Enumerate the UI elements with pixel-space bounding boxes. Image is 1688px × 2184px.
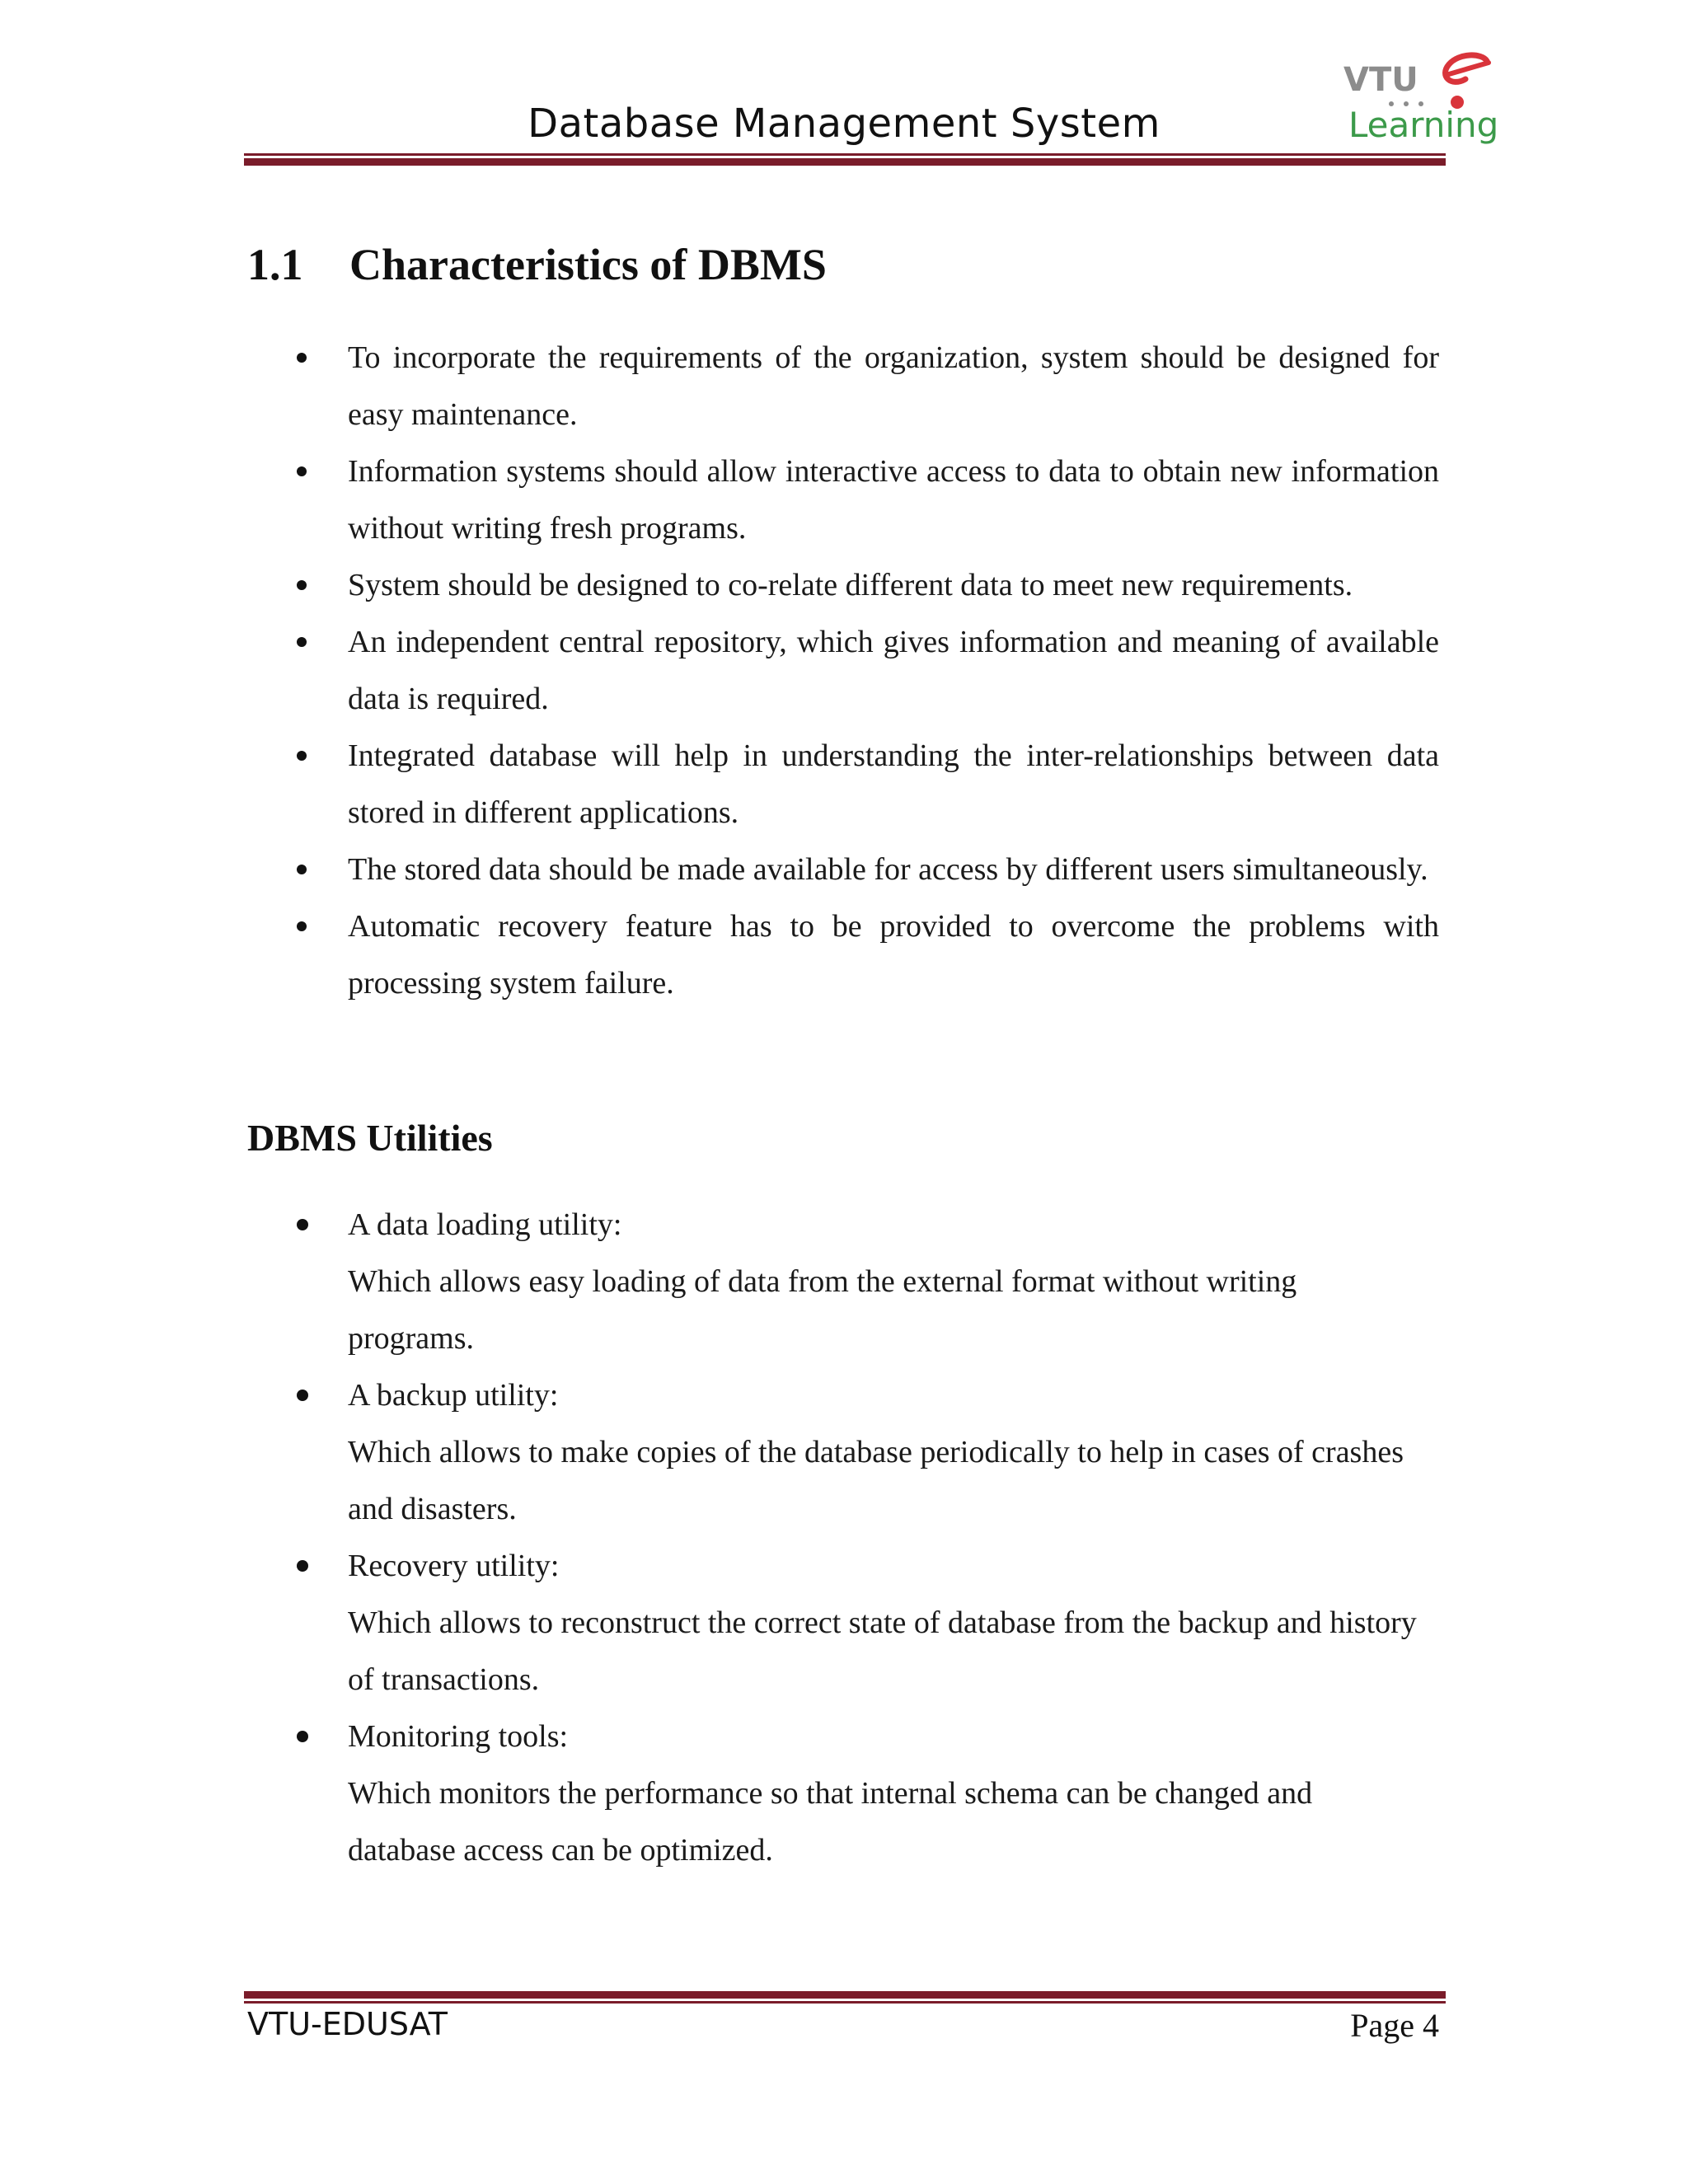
bullet-icon bbox=[297, 1390, 308, 1401]
utilities-heading: DBMS Utilities bbox=[247, 1117, 493, 1159]
list-item bbox=[247, 1367, 1418, 1538]
list-item: An independent central repository, which gives information and meaning of available data is required. bbox=[247, 614, 1439, 728]
page-header-title: Database Management System bbox=[528, 101, 1160, 147]
svg-text:Learning: Learning bbox=[1348, 105, 1499, 145]
utility-description: Which allows to reconstruct the correct state of database from the backup and history of transactions. bbox=[348, 1605, 1417, 1697]
bullet-icon bbox=[297, 865, 307, 874]
utilities-list bbox=[247, 1197, 1418, 1879]
section-number: 1.1 bbox=[247, 240, 303, 289]
list-item: Integrated database will help in understanding the inter-relationships between data stored in different applications. bbox=[247, 728, 1439, 841]
section-title: Characteristics of DBMS bbox=[349, 240, 827, 289]
bullet-icon bbox=[297, 580, 307, 590]
section-heading bbox=[247, 239, 827, 290]
list-item: The stored data should be made available for access by different users simultaneously. bbox=[247, 841, 1439, 898]
utility-name: A backup utility: bbox=[348, 1378, 559, 1413]
list-item bbox=[247, 1197, 1418, 1367]
bullet-icon bbox=[297, 637, 307, 647]
footer-rule bbox=[244, 1991, 1446, 2004]
list-item: Automatic recovery feature has to be provided to overcome the problems with processing system failure. bbox=[247, 898, 1439, 1012]
page-number: Page 4 bbox=[1350, 2007, 1439, 2044]
characteristics-list bbox=[247, 330, 1439, 1012]
utility-name: Recovery utility: bbox=[348, 1549, 560, 1583]
bullet-icon bbox=[297, 751, 307, 761]
vtu-elearning-logo bbox=[1342, 43, 1507, 145]
bullet-icon bbox=[297, 1219, 308, 1230]
bullet-icon bbox=[297, 1560, 308, 1572]
bullet-icon bbox=[297, 353, 307, 363]
bullet-icon bbox=[297, 1731, 308, 1742]
list-item: System should be designed to co-relate different data to meet new requirements. bbox=[247, 557, 1439, 614]
svg-text:VTU: VTU bbox=[1343, 61, 1418, 99]
bullet-icon bbox=[297, 466, 307, 476]
utility-description: Which allows to make copies of the database periodically to help in cases of crashes and disasters. bbox=[348, 1435, 1404, 1526]
utility-name: A data loading utility: bbox=[348, 1207, 622, 1242]
utility-name: Monitoring tools: bbox=[348, 1719, 569, 1754]
list-item bbox=[247, 1708, 1418, 1879]
list-item bbox=[247, 1538, 1418, 1708]
header-rule bbox=[244, 153, 1446, 166]
bullet-icon bbox=[297, 921, 307, 931]
utility-description: Which monitors the performance so that internal schema can be changed and database access can be optimized. bbox=[348, 1776, 1313, 1868]
list-item: Information systems should allow interactive access to data to obtain new information without writing fresh programs. bbox=[247, 443, 1439, 557]
list-item: To incorporate the requirements of the organization, system should be designed for easy maintenance. bbox=[247, 330, 1439, 443]
footer-source: VTU-EDUSAT bbox=[247, 2006, 448, 2042]
utility-description: Which allows easy loading of data from the external format without writing programs. bbox=[348, 1264, 1297, 1356]
